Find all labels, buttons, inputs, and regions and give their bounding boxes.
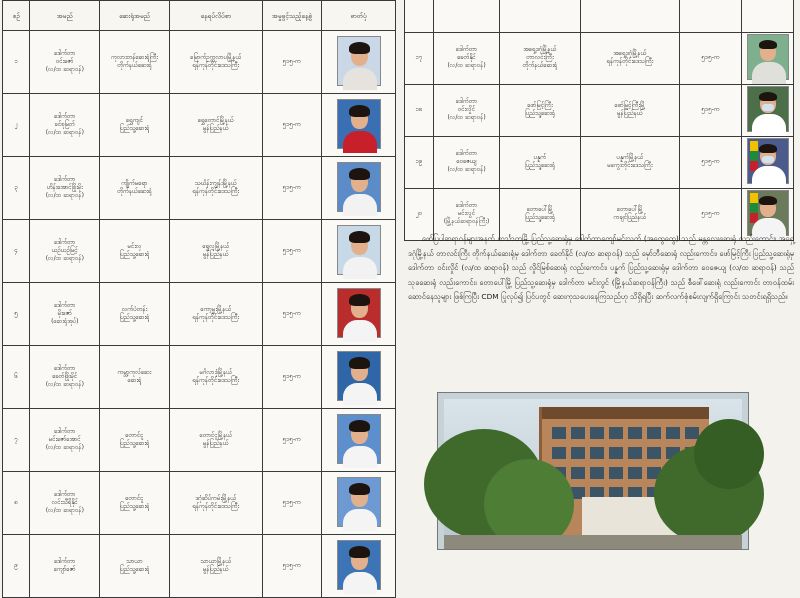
hospital-position: လက်ပံတန်း ပြည်သူ့ဆေးရုံ	[100, 283, 170, 346]
row-number: ၂၀	[405, 188, 434, 240]
photo-cell	[322, 157, 396, 220]
portrait-photo	[337, 162, 381, 212]
home-address: ဒဂုံဆိပ်ကမ်းမြို့နယ် ရန်ကုန်တိုင်းဒေသကြီး	[169, 472, 262, 535]
hospital-position: မင်းလှ ပြည်သူ့ဆေးရုံ	[100, 220, 170, 283]
home-address: သာယာမြို့နယ် မွန်ပြည်နယ်	[169, 535, 262, 598]
photo-cell	[322, 31, 396, 94]
header-photo: ဓာတ်ပုံ	[322, 1, 396, 31]
table-row	[3, 157, 396, 220]
hospital-position: တောပေါ်မြို့ ပြည်သူ့ဆေးရုံ	[500, 188, 581, 240]
case-date: ၅၁၅-က	[262, 94, 321, 157]
table-row	[405, 32, 794, 84]
row-number: ၈	[3, 472, 30, 535]
photo-cell	[322, 535, 396, 598]
left-table-header	[3, 1, 396, 31]
row-number: ၆	[3, 346, 30, 409]
home-address: မင်္ဂလာဒုံမြို့နယ် ရန်ကုန်တိုင်းဒေသကြီး	[169, 346, 262, 409]
hospital-position: ကျိုက်မရော တိုက်နယ်ဆေးရုံ	[100, 157, 170, 220]
portrait-photo	[337, 99, 381, 149]
doctor-name: ဒေါက်တာ ခေတ်နိုင် (လ/ထ ဆရာဝန်)	[433, 32, 499, 84]
row-number: ၁၉	[405, 136, 434, 188]
hospital-position: ရွှေကျင် ပြည်သူ့ဆေးရုံ	[100, 94, 170, 157]
header-date: အမှုဖွင့်သည့်နေ့စွဲ	[262, 1, 321, 31]
photo-cell	[322, 346, 396, 409]
row-number: ၁၇	[405, 32, 434, 84]
home-address: သင်္ဃန်းကျွန်းမြို့နယ် ရန်ကုန်တိုင်းဒေသကြီး	[169, 157, 262, 220]
home-address: ဖော်မြင့်ကြီးမြို့ မွန်ပြည်နယ်	[580, 84, 679, 136]
left-doctors-table	[2, 0, 396, 598]
table-row	[3, 31, 396, 94]
portrait-photo	[337, 540, 381, 590]
hospital-position: သာယာ ပြည်သူ့ဆေးရုံ	[100, 535, 170, 598]
row-number: ၁	[3, 31, 30, 94]
case-date: ၅၁၅-က	[262, 157, 321, 220]
home-address: ရွှေတောင်မြို့နယ် မွန်ပြည်နယ်	[169, 94, 262, 157]
portrait-photo	[337, 36, 381, 86]
table-row	[405, 84, 794, 136]
case-date: ၅၁၅-က	[262, 346, 321, 409]
portrait-photo	[747, 86, 789, 132]
hospital-position: ကုလားတန်ဆေးရုံကြီး တိုက်နယ်ဆေးရုံ	[100, 31, 170, 94]
portrait-photo	[747, 34, 789, 80]
hospital-position: ဖော်မြင့်ကြီး ပြည်သူ့ဆေးရုံ	[500, 84, 581, 136]
doctor-name: ဒေါက်တာ ဝင်းလှိုင် (လ/ထ ဆရာဝန်)	[433, 84, 499, 136]
table-row	[3, 283, 396, 346]
doctor-name: ဒေါက်တာ ခေတ်ဖြိုးမိုင် (လ/ထ ဆရာဝန်)	[30, 346, 100, 409]
header-name: အမည်	[30, 1, 100, 31]
doctor-name: ဒေါက်တာ ဟိန်းအောင်ဖြိုးမိုး (လ/ထ ဆရာဝန်)	[30, 157, 100, 220]
hospital-building-image	[437, 392, 749, 550]
home-address: တောပေါ်မြို့ ကချင်ပြည်နယ်	[580, 188, 679, 240]
case-date: ၅၁၅-က	[262, 220, 321, 283]
doctor-name: ဒေါက်တာ မင်းဇော်အောင် (လ/ထ ဆရာဝန်)	[30, 409, 100, 472]
row-number: ၃	[3, 157, 30, 220]
home-address: တောင်ငူမြို့နယ် မွန်ပြည်နယ်	[169, 409, 262, 472]
home-address: ကော့မှူးမြို့နယ် ရန်ကုန်တိုင်းဒေသကြီး	[169, 283, 262, 346]
case-date: ၅၁၅-က	[262, 472, 321, 535]
table-row	[3, 346, 396, 409]
hospital-position: တောင်ငူ ပြည်သူ့ဆေးရုံ	[100, 409, 170, 472]
table-row	[3, 94, 396, 157]
row-number: ၇	[3, 409, 30, 472]
doctor-name: ဒေါက်တာ ယဉ်ယဉ်မြင့် (လ/ထ ဆရာဝန်)	[30, 220, 100, 283]
photo-cell	[322, 94, 396, 157]
header-no: စဥ်	[3, 1, 30, 31]
portrait-photo	[337, 351, 381, 401]
case-date: ၅၁၅-က	[680, 84, 742, 136]
portrait-photo	[747, 138, 789, 184]
photo-cell	[322, 472, 396, 535]
doctor-name: ဒေါက်တာ ဝင်းဇော် (လ/ထ ဆရာဝန်)	[30, 31, 100, 94]
table-row	[3, 409, 396, 472]
row-number	[405, 0, 434, 32]
doctor-name: ဒေါက်တာ ကျော်ဇော်	[30, 535, 100, 598]
portrait-photo	[747, 190, 789, 236]
home-address: အရှေ့ဒဂုံမြို့နယ် ရန်ကုန်တိုင်းဒေသကြီး	[580, 32, 679, 84]
header-address: နေရပ်လိပ်စာ	[169, 1, 262, 31]
case-date	[680, 0, 742, 32]
hospital-position: ပန္နက် ပြည်သူ့ဆေးရုံ	[500, 136, 581, 188]
home-address: ပန္နက်မြို့နယ် မကွေးတိုင်းဒေသကြီး	[580, 136, 679, 188]
case-date: ၅၁၅-က	[262, 31, 321, 94]
table-row	[405, 0, 794, 32]
row-number: ၂	[3, 94, 30, 157]
photo-cell	[322, 409, 396, 472]
news-article-paragraph: ဖော်ပြပါဆရာဝန်များအနက် ဟင်္သာတမြို့ ပြည်သူ့ဆေးရုံမှ ဒေါက်တာကျော်မင်းသက် (အထွေထွေ) သည် မန္တလေးဆေးရုံ လည်းကောင်း၊ အရှေ့ဒဂုံမြို့နယ် တာလင်းကြီး တိုက်နယ်ဆေးရုံမှ ဒေါက်တာ ခေတ်နိုင် (လ/ထ ဆရာဝန်) သည် မှော်ဘီဆေးရုံ လည်းကောင်း၊ ဖော်မြင့်ကြီး ပြည်သူ့ဆေးရုံမှ ဒေါက်တာ ဝင်းလှိုင် (လ/ထ ဆရာဝန်) သည် လှိုင်မြစ်ဆေးရုံ လည်းကောင်း၊ ပန္နက် ပြည်သူ့ဆေးရုံမှ ဒေါက်တာ ဝေဇေယျ (လ/ထ ဆရာဝန်) သည် သုခဆေးရုံ လည်းကောင်း၊ တောပေါ်မြို့ ပြည်သူ့ဆေးရုံမှ ဒေါက်တာ မင်းလွင် (မြို့နယ်ဆရာဝန်ကြီး) သည် စီဖေါ်ဆေးရုံ လည်းကောင်း တာဝန်ထမ်းဆောင်နေသူများ ဖြစ်ကြပြီး CDM ပြုလုပ်၍ ပြင်ပတွင် ဆေးကုသပေးနေကြသည်ဟု သိရှိရပြီး ဆက်လက်စုံစမ်းလျက်ရှိကြောင်း သတင်းရရှိသည်။	[408, 234, 794, 302]
photo-cell	[322, 220, 396, 283]
right-doctors-table	[404, 0, 794, 241]
photo-cell	[322, 283, 396, 346]
portrait-photo	[337, 225, 381, 275]
table-row	[405, 136, 794, 188]
doctor-name: ဒေါက်တာ ခင်စုမြတ် (လ/ထ ဆရာဝန်)	[30, 94, 100, 157]
photo-cell	[742, 136, 794, 188]
hospital-position: တောင်ငူ ပြည်သူ့ဆေးရုံ	[100, 472, 170, 535]
row-number: ၅	[3, 283, 30, 346]
portrait-photo	[337, 288, 381, 338]
doctor-name: ဒေါက်တာ လင်းသီရိနိုင် (လ/ထ ဆရာဝန်)	[30, 472, 100, 535]
row-number: ၁၈	[405, 84, 434, 136]
row-number: ၄	[3, 220, 30, 283]
table-row	[3, 535, 396, 598]
home-address: ရွှေလှမြို့နယ် မွန်ပြည်နယ်	[169, 220, 262, 283]
hospital-position: အရှေ့ဒဂုံမြို့နယ် တာလင်းကြီး တိုက်နယ်ဆေးရုံ	[500, 32, 581, 84]
case-date: ၅၁၅-က	[680, 188, 742, 240]
photo-cell	[742, 84, 794, 136]
row-number: ၉	[3, 535, 30, 598]
home-address	[580, 0, 679, 32]
portrait-photo	[337, 477, 381, 527]
header-position: ဆေးရုံအမည်	[100, 1, 170, 31]
case-date: ၅၁၅-က	[262, 535, 321, 598]
case-date: ၅၁၅-က	[680, 136, 742, 188]
table-row	[3, 220, 396, 283]
case-date: ၅၁၅-က	[680, 32, 742, 84]
table-row	[3, 472, 396, 535]
doctor-name: ဒေါက်တာ မင်းလွင် (မြို့နယ်ဆရာဝန်ကြီး)	[433, 188, 499, 240]
photo-cell	[742, 32, 794, 84]
portrait-photo	[337, 414, 381, 464]
hospital-position	[500, 0, 581, 32]
doctor-name: ဒေါက်တာ ဝေဇေယျ (လ/ထ ဆရာဝန်)	[433, 136, 499, 188]
case-date: ၅၁၅-က	[262, 283, 321, 346]
home-address: မြောက်ဥက္ကလာပမြို့နယ် ရန်ကုန်တိုင်းဒေသကြီး	[169, 31, 262, 94]
case-date: ၅၁၅-က	[262, 409, 321, 472]
doctor-name: ဒေါက်တာ မိုးဇော် (ဆေးရုံအုပ်)	[30, 283, 100, 346]
hospital-position: ကမ္ဘာ့ကုလ်ဆေး ဆေးရုံ	[100, 346, 170, 409]
doctor-name	[433, 0, 499, 32]
photo-cell	[742, 0, 794, 32]
